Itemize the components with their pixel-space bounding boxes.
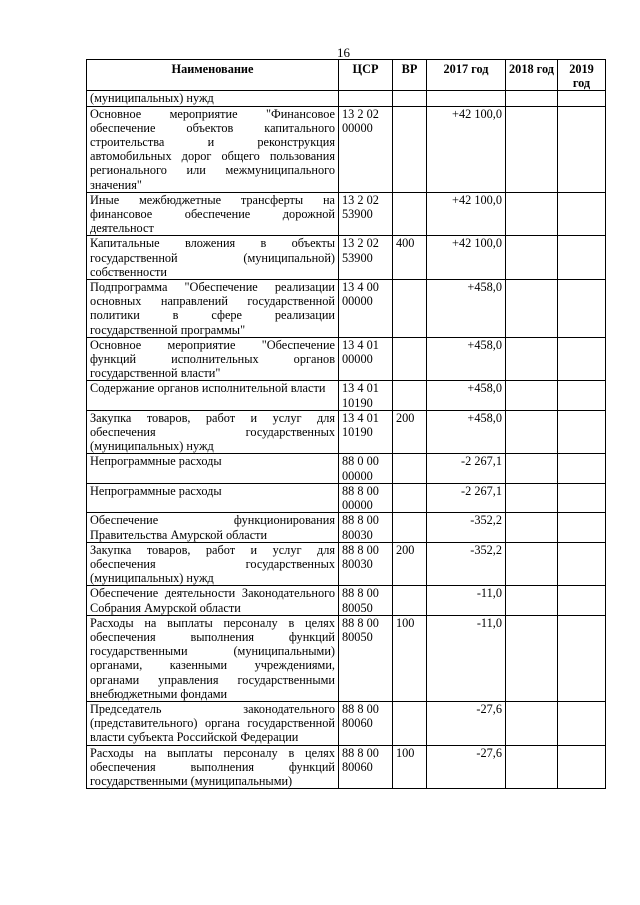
row-2019-cell — [558, 701, 606, 745]
row-name-cell: Обеспечение деятельности Законодательного Собрания Амурской области — [87, 586, 339, 615]
row-2019-cell — [558, 280, 606, 338]
row-vr-cell — [393, 337, 427, 381]
row-2018-cell — [506, 192, 558, 236]
empty-cell — [427, 91, 506, 106]
row-csr-cell: 13 2 02 53900 — [339, 236, 393, 280]
empty-cell — [339, 91, 393, 106]
row-vr-cell — [393, 454, 427, 483]
row-name-cell: Закупка товаров, работ и услуг для обеспечения государственных (муниципальных) нужд — [87, 410, 339, 454]
row-name-cell: Подпрограмма "Обеспечение реализации основных направлений государственной политики в сфере реализации государственной программы" — [87, 280, 339, 338]
table-row — [87, 106, 606, 192]
header-vr: ВР — [393, 60, 427, 91]
row-2019-cell — [558, 745, 606, 789]
row-name-cell: Непрограммные расходы — [87, 454, 339, 483]
row-2017-cell: -11,0 — [427, 615, 506, 701]
row-vr-cell: 100 — [393, 615, 427, 701]
table-row — [87, 192, 606, 236]
row-name-cell: Расходы на выплаты персоналу в целях обеспечения выполнения функций государственными (муниципальными) органами, казенными учреждениями, органами управления государственными внебюджетными фондами — [87, 615, 339, 701]
row-2017-cell: -27,6 — [427, 745, 506, 789]
row-2019-cell — [558, 192, 606, 236]
row-2019-cell — [558, 236, 606, 280]
row-2019-cell — [558, 542, 606, 586]
row-2017-cell: -11,0 — [427, 586, 506, 615]
row-csr-cell: 88 8 00 80030 — [339, 513, 393, 542]
row-csr-cell: 88 8 00 80060 — [339, 745, 393, 789]
row-2018-cell — [506, 106, 558, 192]
row-2017-cell: -352,2 — [427, 542, 506, 586]
table-row — [87, 701, 606, 745]
table-row — [87, 381, 606, 410]
row-2018-cell — [506, 542, 558, 586]
table-row — [87, 337, 606, 381]
header-name: Наименование — [87, 60, 339, 91]
row-2019-cell — [558, 615, 606, 701]
row-2017-cell: -2 267,1 — [427, 454, 506, 483]
row-2018-cell — [506, 615, 558, 701]
row-2017-cell: -2 267,1 — [427, 483, 506, 512]
row-2017-cell: +42 100,0 — [427, 236, 506, 280]
row-csr-cell: 13 4 01 10190 — [339, 410, 393, 454]
continuation-row — [87, 91, 606, 106]
row-vr-cell — [393, 192, 427, 236]
row-csr-cell: 13 2 02 00000 — [339, 106, 393, 192]
empty-cell — [506, 91, 558, 106]
row-2018-cell — [506, 280, 558, 338]
header-csr: ЦСР — [339, 60, 393, 91]
table-row — [87, 586, 606, 615]
row-2018-cell — [506, 381, 558, 410]
row-csr-cell: 88 8 00 80050 — [339, 586, 393, 615]
row-vr-cell — [393, 280, 427, 338]
table-row — [87, 542, 606, 586]
row-2019-cell — [558, 483, 606, 512]
row-csr-cell: 88 0 00 00000 — [339, 454, 393, 483]
row-name-cell: Содержание органов исполнительной власти — [87, 381, 339, 410]
table-header-row — [87, 60, 606, 91]
row-2019-cell — [558, 586, 606, 615]
page-number: 16 — [337, 45, 350, 60]
row-vr-cell — [393, 513, 427, 542]
row-name-cell: Председатель законодательного (представительного) органа государственной власти субъекта Российской Федерации — [87, 701, 339, 745]
header-2018: 2018 год — [506, 60, 558, 91]
row-csr-cell: 13 2 02 53900 — [339, 192, 393, 236]
table-row — [87, 483, 606, 512]
row-2018-cell — [506, 337, 558, 381]
table-row — [87, 615, 606, 701]
row-2018-cell — [506, 701, 558, 745]
table-row — [87, 236, 606, 280]
row-vr-cell: 400 — [393, 236, 427, 280]
row-2017-cell: -27,6 — [427, 701, 506, 745]
row-2017-cell: -352,2 — [427, 513, 506, 542]
table-row — [87, 745, 606, 789]
header-2017: 2017 год — [427, 60, 506, 91]
row-2018-cell — [506, 586, 558, 615]
row-2019-cell — [558, 513, 606, 542]
row-2017-cell: +458,0 — [427, 337, 506, 381]
row-vr-cell — [393, 483, 427, 512]
row-csr-cell: 88 8 00 80030 — [339, 542, 393, 586]
row-2017-cell: +458,0 — [427, 280, 506, 338]
row-vr-cell — [393, 381, 427, 410]
row-name-cell: Обеспечение функционирования Правительства Амурской области — [87, 513, 339, 542]
row-name-cell: Капитальные вложения в объекты государственной (муниципальной) собственности — [87, 236, 339, 280]
row-2019-cell — [558, 410, 606, 454]
row-2018-cell — [506, 236, 558, 280]
row-csr-cell: 13 4 01 00000 — [339, 337, 393, 381]
row-csr-cell: 88 8 00 00000 — [339, 483, 393, 512]
row-csr-cell: 88 8 00 80050 — [339, 615, 393, 701]
row-2017-cell: +458,0 — [427, 381, 506, 410]
row-2018-cell — [506, 513, 558, 542]
row-name-cell: Закупка товаров, работ и услуг для обеспечения государственных (муниципальных) нужд — [87, 542, 339, 586]
table-row — [87, 454, 606, 483]
row-name-cell: Основное мероприятие "Обеспечение функций исполнительных органов государственной власти" — [87, 337, 339, 381]
table-row — [87, 513, 606, 542]
row-csr-cell: 13 4 00 00000 — [339, 280, 393, 338]
row-2017-cell: +458,0 — [427, 410, 506, 454]
row-2017-cell: +42 100,0 — [427, 192, 506, 236]
empty-cell — [558, 91, 606, 106]
row-2017-cell: +42 100,0 — [427, 106, 506, 192]
row-2018-cell — [506, 454, 558, 483]
row-2018-cell — [506, 483, 558, 512]
row-csr-cell: 13 4 01 10190 — [339, 381, 393, 410]
row-vr-cell — [393, 106, 427, 192]
row-2019-cell — [558, 106, 606, 192]
budget-table — [86, 59, 606, 789]
row-2019-cell — [558, 454, 606, 483]
row-2018-cell — [506, 410, 558, 454]
row-vr-cell: 200 — [393, 410, 427, 454]
table-body — [87, 91, 606, 789]
continuation-cell: (муниципальных) нужд — [87, 91, 339, 106]
row-name-cell: Расходы на выплаты персоналу в целях обеспечения выполнения функций государственными (муниципальными) — [87, 745, 339, 789]
row-name-cell: Непрограммные расходы — [87, 483, 339, 512]
table-row — [87, 410, 606, 454]
empty-cell — [393, 91, 427, 106]
row-vr-cell: 100 — [393, 745, 427, 789]
row-csr-cell: 88 8 00 80060 — [339, 701, 393, 745]
row-2019-cell — [558, 337, 606, 381]
row-name-cell: Иные межбюджетные трансферты на финансовое обеспечение дорожной деятельност — [87, 192, 339, 236]
row-vr-cell — [393, 586, 427, 615]
row-vr-cell — [393, 701, 427, 745]
row-2019-cell — [558, 381, 606, 410]
table-row — [87, 280, 606, 338]
row-name-cell: Основное мероприятие "Финансовое обеспечение объектов капитального строительства и реконструкция автомобильных дорог общего пользования регионального или межмуниципального значения" — [87, 106, 339, 192]
row-2018-cell — [506, 745, 558, 789]
header-2019: 2019 год — [558, 60, 606, 91]
row-vr-cell: 200 — [393, 542, 427, 586]
